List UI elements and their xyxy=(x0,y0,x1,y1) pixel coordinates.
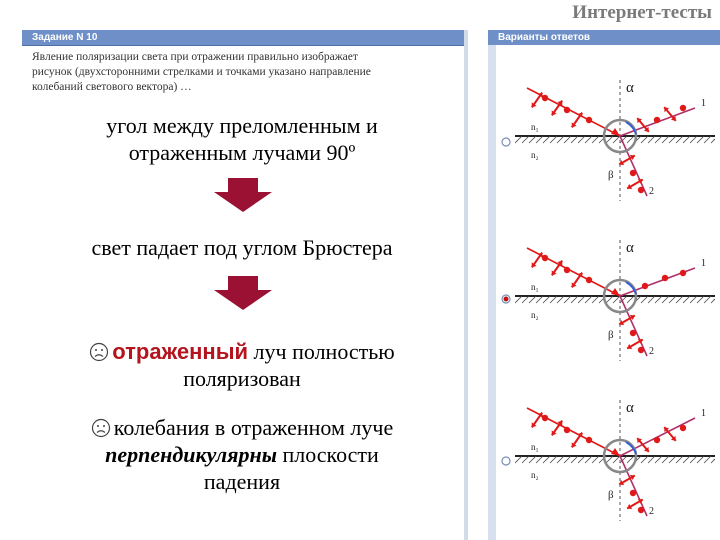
alpha-label: α xyxy=(626,400,634,416)
polarization-dot xyxy=(542,95,548,101)
hatch-line xyxy=(662,136,669,143)
question-line: рисунок (двухсторонними стрелками и точками указано направление xyxy=(32,66,371,78)
n1-label: n₁ xyxy=(531,282,539,292)
n2-label: n₂ xyxy=(531,470,539,480)
hatch-line xyxy=(669,136,676,143)
n2-label: n₂ xyxy=(531,150,539,160)
hatch-line xyxy=(704,456,711,463)
ray-1-label: 1 xyxy=(701,408,706,419)
sad-face-icon xyxy=(91,418,111,438)
hatch-line xyxy=(711,136,715,143)
hatch-line xyxy=(662,456,669,463)
hatch-line xyxy=(641,136,648,143)
hatch-line xyxy=(578,136,585,143)
hatch-line xyxy=(564,296,571,303)
polarization-dot xyxy=(680,105,686,111)
polarization-dot xyxy=(564,267,570,273)
hatch-line xyxy=(515,296,522,303)
conclusion-2 xyxy=(42,414,442,495)
polarization-dot xyxy=(542,255,548,261)
hatch-line xyxy=(676,456,683,463)
point2-line3: падения xyxy=(203,469,281,494)
question-line: колебаний светового вектора) … xyxy=(32,81,192,93)
hatch-line xyxy=(697,136,704,143)
radio-option-2[interactable] xyxy=(501,294,511,304)
hatch-line xyxy=(529,136,536,143)
hatch-line xyxy=(669,296,676,303)
hatch-line xyxy=(704,296,711,303)
polarization-dot xyxy=(630,330,636,336)
brand-title: Интернет-тесты xyxy=(572,2,712,23)
hatch-line xyxy=(648,456,655,463)
hatch-line xyxy=(536,296,543,303)
hatch-line xyxy=(690,136,697,143)
hatch-line xyxy=(606,296,613,303)
hatch-line xyxy=(585,136,592,143)
polarization-dot xyxy=(654,437,660,443)
polarization-dot xyxy=(680,270,686,276)
hatch-line xyxy=(613,296,620,303)
hatch-line xyxy=(592,456,599,463)
radio-option-1[interactable] xyxy=(501,137,511,147)
explanation-step-1 xyxy=(42,112,442,166)
hatch-line xyxy=(655,456,662,463)
step2-text: свет падает под углом Брюстера xyxy=(91,235,393,260)
polarization-dot xyxy=(638,507,644,513)
hatch-line xyxy=(550,296,557,303)
hatch-line xyxy=(676,136,683,143)
hatch-line xyxy=(515,136,522,143)
alpha-label: α xyxy=(626,240,634,256)
hatch-line xyxy=(592,136,599,143)
hatch-line xyxy=(585,296,592,303)
hatch-line xyxy=(578,456,585,463)
hatch-line xyxy=(571,456,578,463)
point1-rest: луч полностью xyxy=(248,339,395,364)
answers-stripe xyxy=(488,45,496,540)
hatch-line xyxy=(683,456,690,463)
hatch-line xyxy=(641,456,648,463)
step1-line-b: отраженным лучами 90º xyxy=(128,140,356,165)
hatch-line xyxy=(557,296,564,303)
polarization-dot xyxy=(586,277,592,283)
polarization-dot xyxy=(638,347,644,353)
hatch-line xyxy=(641,296,648,303)
hatch-line xyxy=(557,456,564,463)
answers-header: Варианты ответов xyxy=(488,30,720,45)
incident-arrowhead xyxy=(611,128,620,136)
beta-label: β xyxy=(608,329,614,341)
ray-2-label: 2 xyxy=(649,186,654,197)
hatch-line xyxy=(571,136,578,143)
point2-rest: плоскости xyxy=(276,442,379,467)
incident-arrowhead xyxy=(611,448,620,456)
radio-option-3[interactable] xyxy=(501,456,511,466)
hatch-line xyxy=(627,456,634,463)
answer-diagram-1[interactable] xyxy=(515,78,715,203)
hatch-line xyxy=(655,136,662,143)
n1-label: n₁ xyxy=(531,442,539,452)
step1-line-a: угол между преломленным и xyxy=(106,113,378,138)
n1-label: n₁ xyxy=(531,122,539,132)
ray-2-label: 2 xyxy=(649,506,654,517)
hatch-line xyxy=(613,456,620,463)
hatch-line xyxy=(592,296,599,303)
answer-diagram-3[interactable] xyxy=(515,398,715,523)
hatch-line xyxy=(522,136,529,143)
hatch-line xyxy=(613,136,620,143)
beta-label: β xyxy=(608,169,614,181)
hatch-line xyxy=(557,136,564,143)
hatch-line xyxy=(690,456,697,463)
hatch-line xyxy=(655,296,662,303)
hatch-line xyxy=(690,296,697,303)
hatch-line xyxy=(529,456,536,463)
polarization-dot xyxy=(662,275,668,281)
hatch-line xyxy=(697,456,704,463)
point1-line2: поляризован xyxy=(183,366,301,391)
hatch-line xyxy=(676,296,683,303)
polarization-dot xyxy=(630,170,636,176)
point2-line1: колебания в отраженном луче xyxy=(113,415,394,440)
down-arrow-icon xyxy=(214,276,272,310)
hatch-line xyxy=(550,456,557,463)
task-header: Задание N 10 xyxy=(22,30,466,46)
hatch-line xyxy=(550,136,557,143)
hatch-line xyxy=(606,456,613,463)
ray-1-label: 1 xyxy=(701,98,706,109)
polarization-dot xyxy=(630,490,636,496)
answer-diagram-2[interactable] xyxy=(515,238,715,363)
polarization-dot xyxy=(642,283,648,289)
hatch-line xyxy=(606,136,613,143)
reflected-bold: отраженный xyxy=(112,339,249,364)
hatch-line xyxy=(529,296,536,303)
polarization-dot xyxy=(564,107,570,113)
hatch-line xyxy=(648,136,655,143)
ray-1-label: 1 xyxy=(701,258,706,269)
hatch-line xyxy=(543,136,550,143)
hatch-line xyxy=(515,456,522,463)
conclusion-1 xyxy=(42,338,442,392)
hatch-line xyxy=(536,136,543,143)
hatch-line xyxy=(662,296,669,303)
hatch-line xyxy=(648,296,655,303)
down-arrow-icon xyxy=(214,178,272,212)
n2-label: n₂ xyxy=(531,310,539,320)
hatch-line xyxy=(683,136,690,143)
ray-2-label: 2 xyxy=(649,346,654,357)
polarization-dot xyxy=(564,427,570,433)
beta-label: β xyxy=(608,489,614,501)
hatch-line xyxy=(543,456,550,463)
hatch-line xyxy=(627,136,634,143)
hatch-line xyxy=(697,296,704,303)
polarization-dot xyxy=(638,187,644,193)
polarization-dot xyxy=(654,117,660,123)
polarization-dot xyxy=(680,425,686,431)
hatch-line xyxy=(669,456,676,463)
polarization-dot xyxy=(586,437,592,443)
hatch-line xyxy=(564,456,571,463)
question-text xyxy=(22,46,466,95)
incident-arrowhead xyxy=(611,288,620,296)
hatch-line xyxy=(571,296,578,303)
polarization-dot xyxy=(586,117,592,123)
hatch-line xyxy=(585,456,592,463)
hatch-line xyxy=(522,296,529,303)
question-line: Явление поляризации света при отражении правильно изображает xyxy=(32,51,358,63)
hatch-line xyxy=(522,456,529,463)
polarization-dot xyxy=(542,415,548,421)
panel-divider xyxy=(464,30,468,540)
hatch-line xyxy=(543,296,550,303)
alpha-label: α xyxy=(626,80,634,96)
hatch-line xyxy=(536,456,543,463)
hatch-line xyxy=(711,456,715,463)
hatch-line xyxy=(704,136,711,143)
perpendicular-bold: перпендикулярны xyxy=(105,442,277,467)
hatch-line xyxy=(578,296,585,303)
hatch-line xyxy=(683,296,690,303)
hatch-line xyxy=(627,296,634,303)
hatch-line xyxy=(564,136,571,143)
sad-face-icon xyxy=(89,342,109,362)
hatch-line xyxy=(711,296,715,303)
